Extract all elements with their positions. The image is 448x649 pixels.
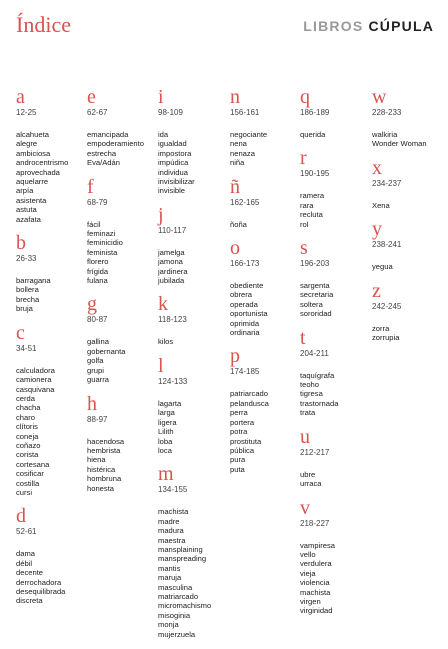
index-term: ligera: [158, 417, 177, 427]
term-list: [158, 248, 228, 286]
index-term: patriarcado: [230, 389, 268, 399]
page-range: 190-195: [300, 169, 330, 179]
section-letter: v: [300, 496, 310, 519]
index-term: alcahueta: [16, 130, 49, 139]
index-term: individua: [158, 167, 188, 177]
index-term: pura: [230, 455, 246, 465]
index-term: zorra: [372, 323, 390, 333]
index-term: gobernanta: [87, 346, 126, 356]
section-letter: q: [300, 86, 310, 108]
index-term: invisible: [158, 186, 186, 196]
term-list: [372, 262, 442, 271]
page-range: 156-161: [230, 108, 260, 117]
index-term: masculina: [158, 582, 193, 592]
index-section: [230, 175, 300, 229]
page-range: 124-133: [158, 376, 188, 386]
index-column: [158, 88, 228, 649]
index-term: taquígrafa: [300, 370, 335, 380]
index-term: madre: [158, 516, 180, 526]
index-term: kilos: [158, 337, 174, 347]
index-term: brecha: [16, 294, 40, 304]
page-range: 174-185: [230, 367, 260, 377]
section-letter: c: [16, 321, 25, 344]
index-term: jubilada: [158, 276, 185, 286]
index-term: dama: [16, 549, 35, 559]
index-term: tigresa: [300, 389, 323, 399]
index-term: mujerzuela: [158, 629, 196, 639]
index-term: trata: [300, 408, 316, 418]
index-term: invisibilizar: [158, 177, 195, 187]
index-column: [300, 88, 370, 626]
index-term: matriarcado: [158, 591, 199, 601]
page-range: 34-51: [16, 343, 37, 353]
section-letter: ñ: [230, 175, 240, 198]
index-section: [87, 88, 157, 168]
index-term: Lilith: [158, 427, 174, 437]
page-range: 162-165: [230, 197, 260, 207]
index-term: loca: [158, 445, 172, 455]
index-term: urraca: [300, 479, 322, 489]
index-term: vampiresa: [300, 540, 336, 550]
index-term: fácil: [87, 219, 101, 229]
index-term: astuta: [16, 205, 37, 215]
term-list: [372, 201, 442, 210]
section-letter: o: [230, 237, 240, 260]
page-range: 212-217: [300, 447, 330, 457]
index-section: [230, 347, 300, 474]
index-term: estrecha: [87, 148, 117, 158]
term-list: [372, 130, 442, 149]
index-term: azafata: [16, 214, 41, 224]
index-term: decente: [16, 568, 44, 578]
index-term: maruja: [158, 573, 182, 583]
index-term: empoderamiento: [87, 139, 144, 149]
index-term: pública: [230, 445, 255, 455]
index-section: [16, 507, 86, 605]
index-term: cursi: [16, 487, 33, 497]
index-term: ubre: [300, 469, 316, 479]
index-term: impostora: [158, 148, 192, 158]
term-list: [300, 130, 370, 139]
index-term: golfa: [87, 356, 104, 366]
index-term: puta: [230, 464, 245, 474]
index-term: trastornada: [300, 398, 339, 408]
index-term: hombruna: [87, 474, 122, 484]
index-term: mantis: [158, 563, 181, 573]
index-term: jamelga: [158, 247, 185, 257]
index-term: vello: [300, 549, 316, 559]
index-term: androcentrismo: [16, 158, 69, 168]
brand-word-libros: LIBROS: [303, 18, 364, 34]
index-term: yegua: [372, 262, 393, 272]
index-section: [87, 175, 157, 286]
page-range: 98-109: [158, 108, 183, 117]
term-list: [87, 337, 157, 384]
index-term: misoginia: [158, 610, 191, 620]
index-term: aprovechada: [16, 167, 60, 177]
index-term: jamona: [158, 257, 183, 267]
index-section: [158, 465, 228, 639]
section-letter: w: [372, 86, 387, 108]
index-term: operada: [230, 299, 258, 309]
index-term: cerda: [16, 393, 35, 403]
index-term: calculadora: [16, 365, 55, 375]
section-letter: x: [372, 156, 382, 179]
page-title: Índice: [16, 12, 71, 37]
index-term: prostituta: [230, 436, 262, 446]
index-term: sororidad: [300, 309, 332, 319]
index-term: arpía: [16, 186, 34, 196]
index-term: guarra: [87, 375, 109, 385]
index-term: ambiciosa: [16, 148, 51, 158]
index-term: costilla: [16, 478, 40, 488]
index-term: vieja: [300, 568, 316, 578]
term-list: [16, 549, 86, 605]
index-term: querida: [300, 130, 326, 139]
index-section: [230, 239, 300, 337]
index-term: florero: [87, 257, 109, 267]
section-letter: d: [16, 505, 26, 528]
index-term: charo: [16, 412, 35, 422]
section-letter: f: [87, 175, 94, 198]
term-list: [158, 337, 228, 346]
page-range: 218-227: [300, 518, 330, 528]
section-letter: h: [87, 392, 97, 415]
section-letter: e: [87, 86, 96, 108]
section-letter: n: [230, 86, 240, 108]
index-term: casquivana: [16, 384, 55, 394]
index-term: maestra: [158, 535, 186, 545]
index-section: [372, 88, 442, 149]
term-list: [158, 507, 228, 639]
term-list: [230, 130, 300, 168]
term-list: [230, 281, 300, 337]
index-term: madura: [158, 526, 184, 536]
index-section: [372, 156, 442, 210]
index-term: recluta: [300, 210, 323, 220]
index-term: derrochadora: [16, 577, 62, 587]
index-term: débil: [16, 558, 33, 568]
section-letter: k: [158, 293, 168, 316]
term-list: [300, 470, 370, 489]
index-term: monja: [158, 620, 179, 630]
index-term: virgen: [300, 596, 321, 606]
index-column: [87, 88, 157, 503]
index-term: obrera: [230, 290, 252, 300]
index-term: oportunista: [230, 309, 268, 319]
index-term: violencia: [300, 578, 330, 588]
section-letter: l: [158, 354, 164, 377]
brand-word-cupula: CÚPULA: [368, 18, 434, 34]
index-term: machista: [300, 587, 331, 597]
section-letter: u: [300, 425, 310, 448]
index-term: feminicidio: [87, 238, 123, 248]
index-section: [87, 295, 157, 384]
section-letter: j: [158, 203, 164, 226]
term-list: [16, 276, 86, 314]
index-term: corista: [16, 450, 39, 460]
page-range: 88-97: [87, 414, 108, 424]
index-term: lagarta: [158, 398, 182, 408]
index-term: oprimida: [230, 318, 260, 328]
section-letter: s: [300, 237, 308, 260]
page-range: 52-61: [16, 527, 37, 537]
index-term: cortesana: [16, 459, 50, 469]
index-column: [230, 88, 300, 484]
index-term: sargenta: [300, 281, 330, 291]
index-term: nenaza: [230, 148, 255, 158]
section-letter: i: [158, 86, 164, 108]
index-term: rol: [300, 219, 309, 229]
page-range: 118-123: [158, 315, 187, 325]
index-term: perra: [230, 408, 248, 418]
index-term: aquelarre: [16, 177, 49, 187]
index-term: feminazi: [87, 229, 116, 239]
index-section: [300, 149, 370, 229]
index-term: manspreading: [158, 554, 207, 564]
index-term: Eva/Adán: [87, 158, 120, 168]
index-term: secretaria: [300, 290, 334, 300]
index-term: niña: [230, 158, 245, 168]
index-section: [230, 88, 300, 168]
page-range: 166-173: [230, 259, 260, 269]
index-term: chacha: [16, 403, 41, 413]
page-range: 68-79: [87, 197, 108, 207]
page-range: 238-241: [372, 240, 402, 250]
index-term: bollera: [16, 285, 39, 295]
term-list: [87, 130, 157, 168]
index-section: [16, 321, 86, 498]
index-term: clítoris: [16, 422, 38, 432]
index-term: feminista: [87, 247, 118, 257]
index-term: coneja: [16, 431, 39, 441]
page-range: 26-33: [16, 254, 37, 264]
page-range: 62-67: [87, 108, 108, 117]
index-section: [372, 279, 442, 343]
section-letter: a: [16, 86, 25, 108]
term-list: [300, 281, 370, 319]
publisher-logo: [303, 18, 434, 34]
index-term: teoho: [300, 380, 320, 390]
index-section: [300, 326, 370, 418]
section-letter: z: [372, 279, 381, 302]
index-term: asistenta: [16, 195, 47, 205]
index-term: grupi: [87, 365, 104, 375]
index-term: rara: [300, 200, 314, 210]
page-range: 242-245: [372, 301, 402, 311]
term-list: [300, 541, 370, 616]
section-letter: y: [372, 218, 382, 241]
term-list: [16, 366, 86, 498]
index-section: [300, 88, 370, 139]
index-term: jardinera: [158, 266, 188, 276]
index-term: emancipada: [87, 130, 129, 139]
index-term: ramera: [300, 191, 325, 201]
index-term: virginidad: [300, 606, 333, 616]
index-term: Xena: [372, 200, 390, 210]
index-term: walkiria: [372, 130, 398, 139]
page-range: 234-237: [372, 178, 402, 188]
term-list: [87, 437, 157, 493]
section-letter: t: [300, 326, 306, 349]
index-section: [16, 88, 86, 224]
page-range: 186-189: [300, 108, 330, 117]
index-term: ida: [158, 130, 169, 139]
page-range: 134-155: [158, 485, 188, 495]
index-term: alegre: [16, 139, 38, 149]
index-section: [87, 392, 157, 493]
index-section: [300, 425, 370, 489]
page-range: 80-87: [87, 315, 108, 325]
page-range: 110-117: [158, 225, 187, 235]
section-letter: g: [87, 293, 97, 316]
index-section: [158, 203, 228, 286]
section-letter: r: [300, 147, 307, 170]
term-list: [230, 389, 300, 474]
term-list: [230, 220, 300, 229]
section-letter: b: [16, 232, 26, 255]
term-list: [300, 191, 370, 229]
term-list: [16, 130, 86, 224]
page-range: 12-25: [16, 108, 37, 117]
index-term: honesta: [87, 483, 115, 493]
index-term: soltera: [300, 299, 323, 309]
index-term: machista: [158, 507, 189, 517]
index-term: hacendosa: [87, 436, 125, 446]
index-term: verdulera: [300, 559, 332, 569]
index-column: [16, 88, 86, 616]
index-term: desequilibrada: [16, 587, 66, 596]
index-section: [300, 239, 370, 319]
section-letter: m: [158, 463, 174, 486]
index-term: Wonder Woman: [372, 139, 427, 149]
index-section: [372, 220, 442, 271]
index-term: larga: [158, 408, 175, 418]
index-term: nena: [230, 139, 247, 149]
index-term: ñoña: [230, 219, 247, 229]
index-term: fulana: [87, 276, 108, 286]
term-list: [372, 324, 442, 343]
index-term: hembrista: [87, 445, 121, 455]
index-term: bruja: [16, 304, 33, 314]
index-term: coñazo: [16, 440, 41, 450]
term-list: [158, 130, 228, 196]
index-section: [158, 88, 228, 196]
index-section: [158, 354, 228, 455]
index-section: [158, 295, 228, 346]
index-term: frígida: [87, 266, 109, 276]
index-term: zorrupia: [372, 333, 400, 343]
index-term: obediente: [230, 281, 264, 291]
index-term: discreta: [16, 596, 43, 606]
term-list: [300, 371, 370, 418]
index-column: [372, 88, 442, 352]
page-range: 196-203: [300, 259, 330, 269]
page-range: 228-233: [372, 108, 402, 117]
index-term: camionera: [16, 375, 52, 385]
index-term: micromachismo: [158, 601, 212, 611]
index-term: gallina: [87, 337, 109, 347]
term-list: [87, 220, 157, 286]
index-term: impúdica: [158, 158, 189, 168]
index-term: histérica: [87, 464, 116, 474]
page-range: 204-211: [300, 348, 329, 358]
index-term: pelandusca: [230, 398, 269, 408]
index-term: hiena: [87, 455, 106, 465]
index-term: negociante: [230, 130, 268, 139]
index-term: portera: [230, 417, 255, 427]
index-term: barragana: [16, 276, 51, 286]
index-section: [16, 234, 86, 314]
index-term: potra: [230, 427, 248, 437]
index-term: cosificar: [16, 469, 44, 479]
index-term: loba: [158, 436, 173, 446]
index-term: ordinaria: [230, 328, 260, 338]
index-term: igualdad: [158, 139, 187, 149]
section-letter: p: [230, 345, 240, 368]
index-term: mansplaining: [158, 544, 203, 554]
index-section: [300, 496, 370, 616]
term-list: [158, 399, 228, 455]
